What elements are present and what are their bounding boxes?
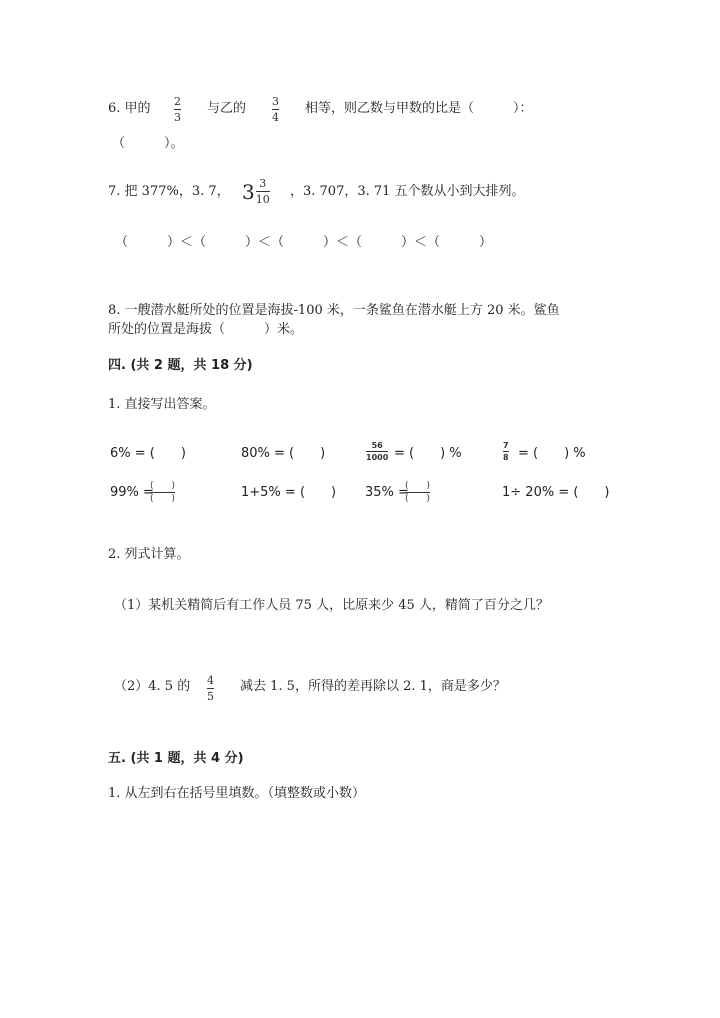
calc-1-div-20-percent: 1÷ 20% = ( ) [502,485,610,500]
fraction-4-5 [207,674,214,703]
calc-7-8-rest: = ( ) % [518,446,586,461]
q6-text-part1: 6. 甲的 [108,101,151,116]
fraction-denominator: ( ) [405,494,431,504]
section4-p2-title: 2. 列式计算。 [108,547,190,562]
section4-heading: 四. (共 2 题，共 18 分) [108,358,253,373]
fraction-denominator: ( ) [150,494,176,504]
q8-line2: 所处的位置是海拔（ ）米。 [108,322,304,337]
fraction-blank-2 [405,481,430,504]
q7-text-part1: 7. 把 377%，3. 7， [108,184,230,199]
calc-56-1000-rest: = ( ) % [394,446,462,461]
fraction-numerator: ( ) [150,481,176,491]
section5-heading: 五. (共 1 题，共 4 分) [108,751,244,766]
mixed-fraction [256,177,270,206]
mixed-whole: 3 [242,179,255,204]
calc-1-plus-5-percent: 1+5% = ( ) [241,485,337,500]
q8-line1: 8. 一艘潜水艇所处的位置是海拔-100 米，一条鲨鱼在潜水艇上方 20 米。鲨鱼 [108,303,560,318]
q6-fraction-1 [174,95,181,124]
fraction-denominator: 3 [174,111,181,124]
fraction-blank-1 [150,481,175,504]
fraction-7-8 [503,441,509,462]
q6-fraction-2 [272,95,279,124]
section4-p2-sub2-rest: 减去 1. 5，所得的差再除以 2. 1，商是多少？ [240,679,506,694]
section4-p2-sub2-lead: （2）4. 5 的 [114,679,191,694]
calc-35-percent: 35% = [365,485,409,500]
q7-answer-line: （ ）＜（ ）＜（ ）＜（ ）＜（ ） [115,235,493,250]
fraction-denominator: 4 [272,111,279,124]
q6-text-part3: 相等，则乙数与甲数的比是（ ）： [305,101,533,116]
fraction-numerator: 3 [259,177,267,190]
fraction-numerator: 3 [272,95,279,108]
fraction-numerator: 7 [503,441,509,450]
section5-p1-title: 1. 从左到右在括号里填数。（填整数或小数） [108,786,366,801]
q7-text-part2: ，3. 707，3. 71 五个数从小到大排列。 [290,184,525,199]
fraction-numerator: 56 [371,441,383,450]
fraction-56-1000 [366,441,388,462]
calc-6-percent: 6% = ( ) [110,446,186,461]
q6-text-part2: 与乙的 [207,101,247,116]
fraction-numerator: 2 [174,95,181,108]
fraction-denominator: 1000 [366,453,389,462]
q6-answer-blank: （ ）。 [112,136,184,151]
calc-99-percent: 99% = [110,485,154,500]
section4-p1-title: 1. 直接写出答案。 [108,397,216,412]
calc-80-percent: 80% = ( ) [241,446,326,461]
fraction-numerator: ( ) [405,481,431,491]
fraction-numerator: 4 [207,674,214,687]
fraction-denominator: 8 [503,453,509,462]
fraction-denominator: 5 [207,690,214,703]
fraction-denominator: 10 [255,193,270,206]
section4-p2-sub1: （1）某机关精简后有工作人员 75 人，比原来少 45 人，精简了百分之几？ [114,598,549,613]
q7-mixed-number [242,177,270,206]
